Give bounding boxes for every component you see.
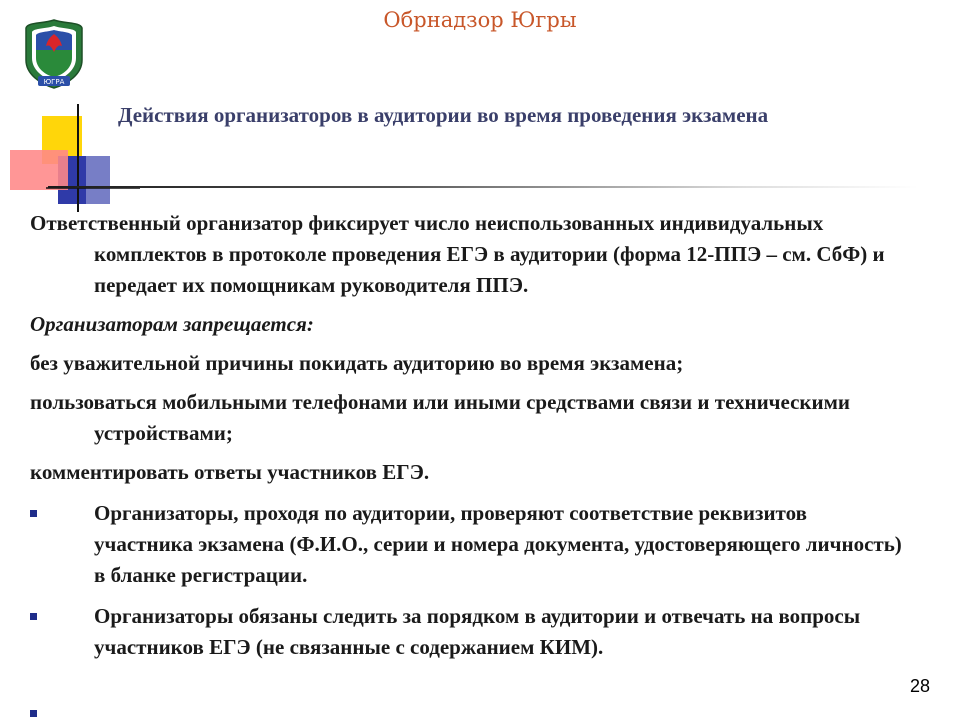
title-divider bbox=[48, 186, 918, 188]
paragraph-prohibition-comment: комментировать ответы участников ЕГЭ. bbox=[30, 460, 430, 484]
bullet-square-icon bbox=[30, 510, 37, 517]
bullet-text: Организаторы обязаны следить за порядком в аудитории и отвечать на вопросы участников ЕГЭ (не связанные с содержанием КИМ). bbox=[94, 604, 861, 659]
paragraph-prohibition-phones: пользоваться мобильными телефонами или иными средствами связи и техническими устройствами; bbox=[30, 390, 851, 445]
bullet-square-icon bbox=[30, 710, 37, 717]
org-header: Обрнадзор Югры bbox=[383, 8, 577, 32]
page-number: 28 bbox=[909, 676, 930, 696]
bullet-square-icon bbox=[30, 613, 37, 620]
bullet-item-check-details bbox=[30, 498, 910, 591]
paragraph-responsible-organizer: Ответственный организатор фиксирует число неиспользованных индивидуальных комплектов в протоколе проведения ЕГЭ в аудитории (форма 12-ППЭ – см. СбФ) и передает их помощникам руководителя ППЭ. bbox=[30, 211, 885, 297]
paragraph-prohibited-heading: Организаторам запрещается: bbox=[30, 312, 314, 336]
svg-text:ЮГРА: ЮГРА bbox=[43, 78, 65, 86]
bullet-text: Организаторы, проходя по аудитории, проверяют соответствие реквизитов участника экзамена (Ф.И.О., серии и номера документа, удостоверяющего личность) в бланке регистрации. bbox=[94, 501, 902, 587]
bullet-item-keep-order bbox=[30, 601, 910, 663]
slide-body bbox=[30, 208, 910, 673]
coat-of-arms-icon bbox=[22, 18, 86, 90]
slide-title: Действия организаторов в аудитории во время проведения экзамена bbox=[118, 103, 769, 127]
paragraph-prohibition-leave: без уважительной причины покидать аудиторию во время экзамена; bbox=[30, 351, 684, 375]
